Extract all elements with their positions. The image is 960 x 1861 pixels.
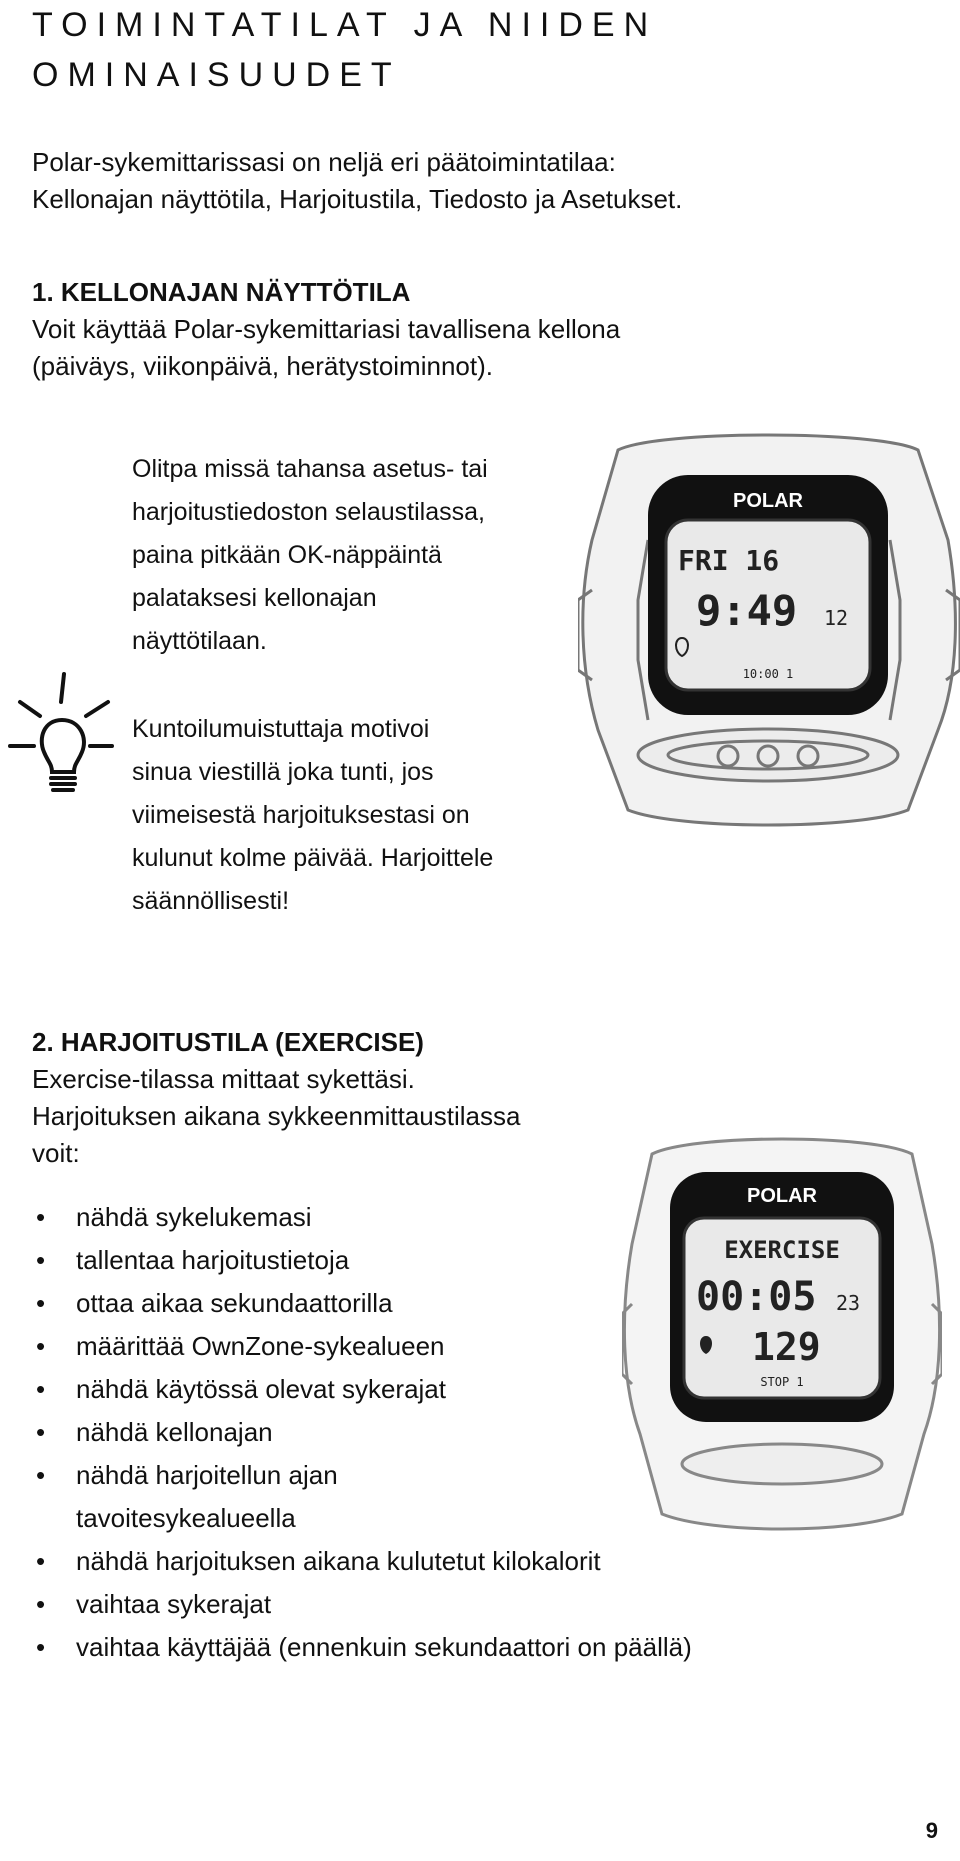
section-1-heading: 1. KELLONAJAN NÄYTTÖTILA [32, 277, 411, 307]
list-item: • vaihtaa käyttäjää (ennenkuin sekundaattori on päällä) [32, 1626, 912, 1669]
tip-line: Kuntoilumuistuttaja motivoi [132, 715, 430, 743]
watch-2-mode: EXERCISE [724, 1236, 840, 1264]
page-number: 9 [925, 1818, 938, 1843]
watch-1-time: 9:49 [696, 586, 798, 635]
list-item: • tallentaa harjoitustietoja [32, 1239, 912, 1282]
tip-box [132, 708, 493, 923]
watch-2-timer-small: 23 [836, 1291, 861, 1315]
section-2-heading: 2. HARJOITUSTILA (EXERCISE) [32, 1027, 424, 1057]
watch-1-date: FRI 16 [678, 544, 780, 577]
list-item: • ottaa aikaa sekundaattorilla [32, 1282, 912, 1325]
page-title [32, 0, 657, 100]
watch-2-brand: POLAR [747, 1185, 817, 1207]
list-item: • nähdä käytössä olevat sykerajat [32, 1368, 912, 1411]
list-item: • nähdä harjoituksen aikana kulutetut kilokalorit [32, 1540, 912, 1583]
watch-1-brand: POLAR [733, 490, 803, 512]
tip-line: säännöllisesti! [132, 887, 290, 915]
note-line: palataksesi kellonajan [132, 584, 377, 612]
list-item-line: tavoitesykealueella [76, 1503, 296, 1533]
section-1-intro [32, 274, 620, 385]
watch-2-heart-rate: 129 [752, 1325, 821, 1369]
note-line: paina pitkään OK-näppäintä [132, 541, 442, 569]
section-1-note [132, 448, 488, 663]
tip-line: viimeisestä harjoituksestasi on [132, 801, 470, 829]
section-2-intro [32, 1024, 520, 1172]
title-line-1: TOIMINTATILAT JA NIIDEN [32, 6, 658, 44]
watch-2-timer: 00:05 [696, 1274, 817, 1320]
list-item: • nähdä sykelukemasi [32, 1196, 912, 1239]
section-2-text-line-3: voit: [32, 1138, 80, 1168]
note-line: Olitpa missä tahansa asetus- tai [132, 455, 488, 483]
note-line: harjoitustiedoston selaustilassa, [132, 498, 485, 526]
watch-exercise-mode-image [622, 1134, 942, 1534]
watch-2-bottom-label: STOP 1 [760, 1375, 804, 1389]
intro [32, 144, 682, 218]
tip-line: kulunut kolme päivää. Harjoittele [132, 844, 494, 872]
list-item: • määrittää OwnZone-sykealueen [32, 1325, 912, 1368]
section-1-text-line-2: (päiväys, viikonpäivä, herätystoiminnot). [32, 351, 493, 381]
section-2-text-line-2: Harjoituksen aikana sykkeenmittaustilassa [32, 1101, 521, 1131]
watch-1-bottom-label: 10:00 1 [742, 667, 794, 681]
title-line-2: OMINAISUUDET [32, 56, 401, 94]
section-1-text-line-1: Voit käyttää Polar-sykemittariasi tavallisena kellona [32, 314, 621, 344]
list-item: • vaihtaa sykerajat [32, 1583, 912, 1626]
section-2-text-line-1: Exercise-tilassa mittaat sykettäsi. [32, 1064, 415, 1094]
light-bulb-icon [4, 668, 114, 798]
intro-line-1: Polar-sykemittarissasi on neljä eri päätoimintatilaa: [32, 147, 616, 177]
watch-1-seconds: 12 [824, 606, 849, 630]
tip-line: sinua viestillä joka tunti, jos [132, 758, 434, 786]
intro-line-2: Kellonajan näyttötila, Harjoitustila, Tiedosto ja Asetukset. [32, 184, 683, 214]
note-line: näyttötilaan. [132, 627, 267, 655]
list-item: • nähdä kellonajan [32, 1411, 912, 1454]
watch-time-mode-image [578, 420, 960, 840]
list-item-line: nähdä harjoitellun ajan [76, 1460, 338, 1490]
